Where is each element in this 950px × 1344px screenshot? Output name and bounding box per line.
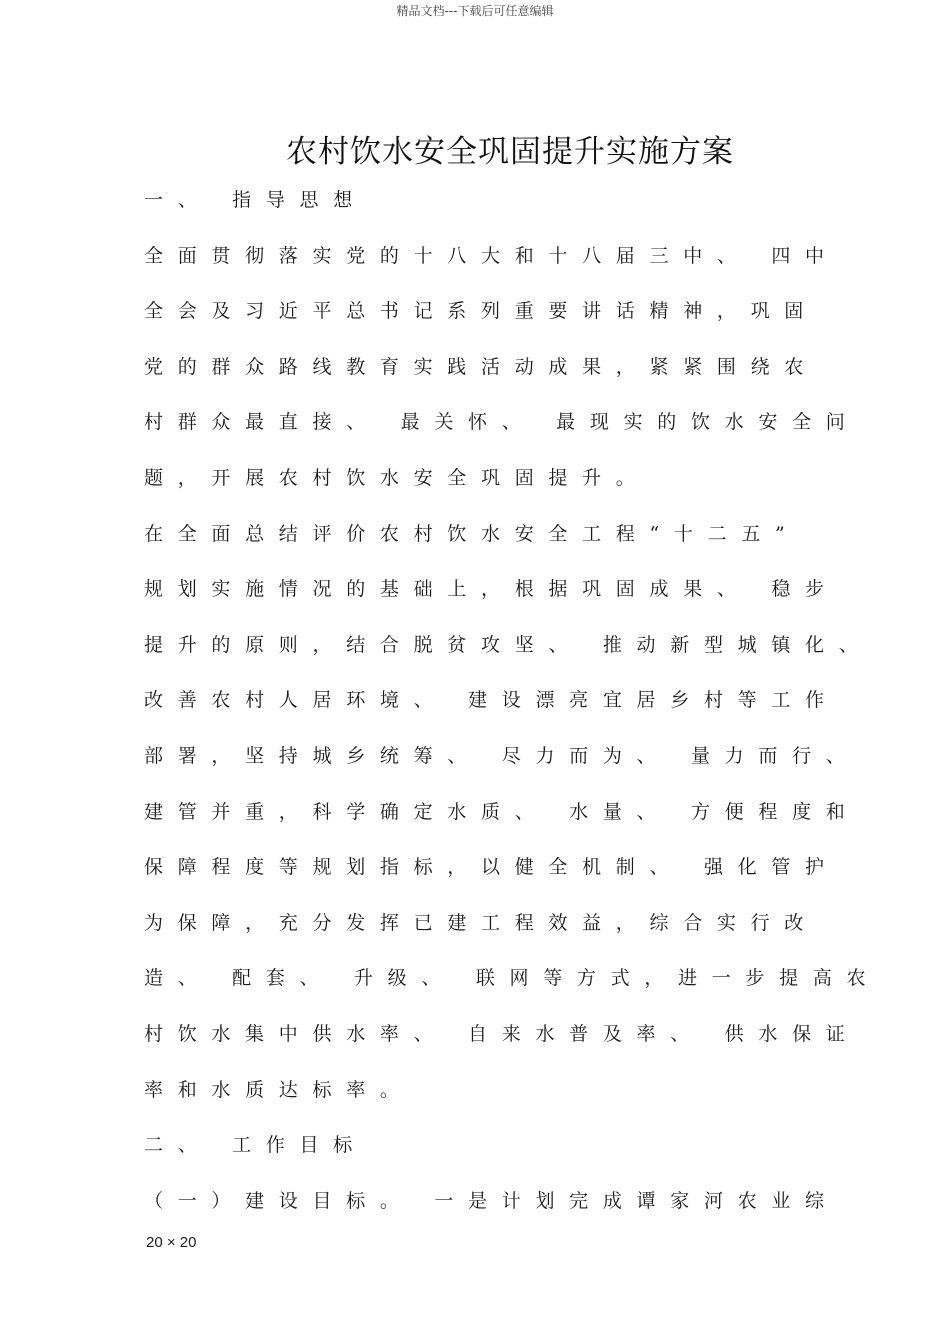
document-title: 农村饮水安全巩固提升实施方案	[286, 134, 734, 170]
paragraph-line: 率和水质达标率。	[144, 1078, 414, 1101]
paragraph-line: 全面贯彻落实党的十八大和十八届三中、 四中	[144, 244, 839, 267]
paragraph-line: （一）建设目标。 一是计划完成谭家河农业综	[144, 1189, 839, 1212]
paragraph-line: 全会及习近平总书记系列重要讲话精神，巩固	[144, 300, 819, 323]
paragraph-line: 党的群众路线教育实践活动成果，紧紧围绕农	[144, 355, 819, 378]
heading-guiding-thought: 一、 指导思想	[144, 189, 367, 211]
paragraph-line: 部署，坚持城乡统筹、 尽力而为、 量力而行、	[144, 744, 860, 767]
grid-size-note: 20 × 20	[146, 1234, 197, 1251]
heading-work-goals: 二、 工作目标	[144, 1134, 367, 1157]
paragraph-line: 为保障，充分发挥已建工程效益，综合实行改	[144, 911, 819, 934]
paragraph-line: 改善农村人居环境、 建设漂亮宜居乡村等工作	[144, 689, 839, 712]
paragraph-line: 建管并重，科学确定水质、 水量、 方便程度和	[144, 800, 860, 823]
paragraph-line: 规划实施情况的基础上，根据巩固成果、 稳步	[144, 578, 839, 601]
paragraph-line: 村群众最直接、 最关怀、 最现实的饮水安全问	[144, 411, 860, 434]
paragraph-line: 在全面总结评价农村饮水安全工程“十二五”	[144, 522, 800, 545]
paragraph-line: 提升的原则，结合脱贫攻坚、 推动新型城镇化、	[144, 633, 873, 656]
page-header: 精品文档---下载后可任意编辑	[396, 4, 554, 18]
paragraph-line: 题，开展农村饮水安全巩固提升。	[144, 466, 650, 489]
paragraph-line: 造、 配套、 升级、 联网等方式，进一步提高农	[144, 967, 881, 990]
paragraph-line: 村饮水集中供水率、 自来水普及率、 供水保证	[144, 1022, 860, 1045]
paragraph-line: 保障程度等规划指标，以健全机制、 强化管护	[144, 856, 839, 879]
document-body	[144, 173, 881, 1229]
